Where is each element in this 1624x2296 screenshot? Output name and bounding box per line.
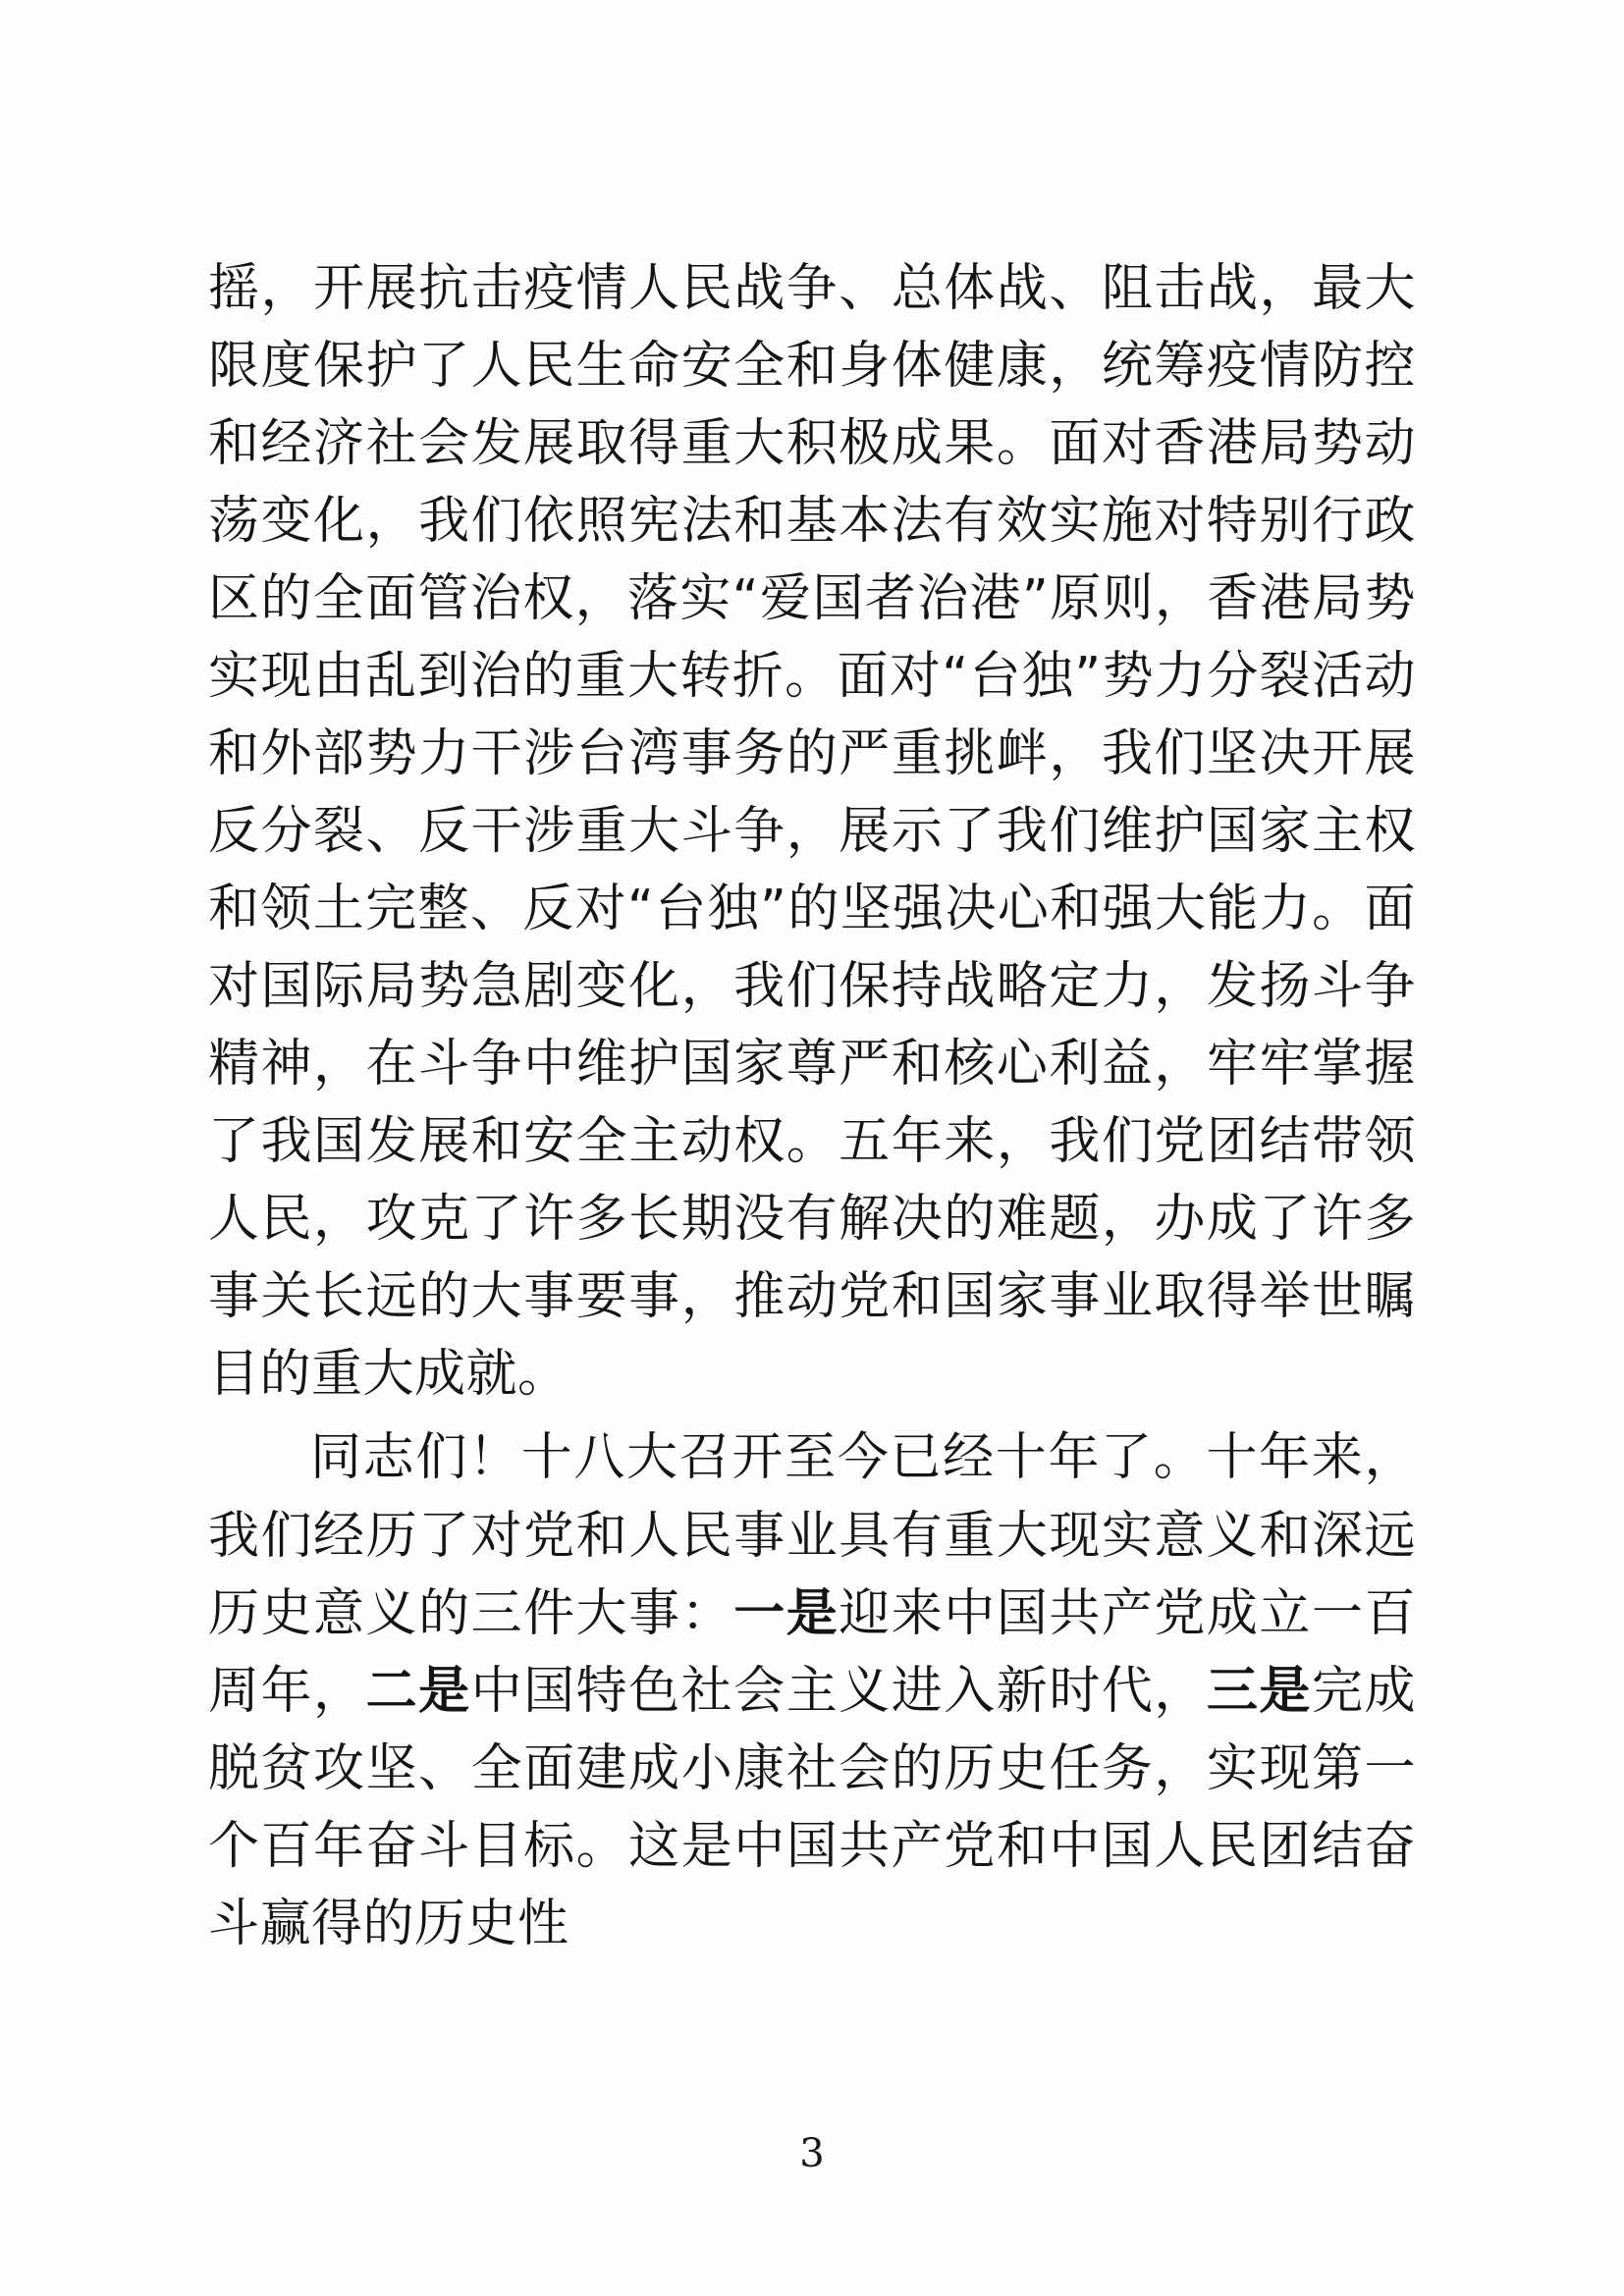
- page-number: 3: [799, 2131, 825, 2176]
- text-run-emphasis-three: 三是: [1206, 1661, 1312, 1721]
- page-body: [208, 250, 1416, 1963]
- text-run: 中国特色社会主义进入新时代，: [470, 1661, 1207, 1721]
- text-run: 摇，开展抗击疫情人民战争、总体战、阻击战，最大限度保护了人民生命安全和身体健康，统筹疫情防控和经济社会发展取得重大积极成果。面对香港局势动荡变化，我们依照宪法和基本法有效实施对特别行政区的全面管治权，落实“爱国者治港”原则，香港局势实现由乱到治的重大转折。面对“台独”势力分裂活动和外部势力干涉台湾事务的严重挑衅，我们坚决开展反分裂、反干涉重大斗争，展示了我们维护国家主权和领土完整、反对“台独”的坚强决心和强大能力。面对国际局势急剧变化，我们保持战略定力，发扬斗争精神，在斗争中维护国家尊严和核心利益，牢牢掌握了我国发展和安全主动权。五年来，我们党团结带领人民，攻克了许多长期没有解决的难题，办成了许多事关长远的大事要事，推动党和国家事业取得举世瞩目的重大成就。: [208, 259, 1416, 1405]
- text-run: 完成脱贫攻坚、全面建成小康社会的历史任务，实现第一个百年奋斗目标。这是中国共产党和中国人民团结奋斗赢得的历史性: [208, 1661, 1416, 1953]
- text-run-emphasis-two: 二是: [365, 1661, 471, 1721]
- paragraph-1: [208, 250, 1416, 1414]
- text-run-emphasis-one: 一是: [733, 1583, 839, 1643]
- text-run: 迎来中国共产党成立一百周年，: [208, 1583, 1416, 1721]
- text-run: 同志们！十八大召开至今已经十年了。十年来，我们经历了对党和人民事业具有重大现实意义和深远历史意义的三件大事：: [208, 1428, 1416, 1643]
- paragraph-2: [208, 1419, 1416, 1962]
